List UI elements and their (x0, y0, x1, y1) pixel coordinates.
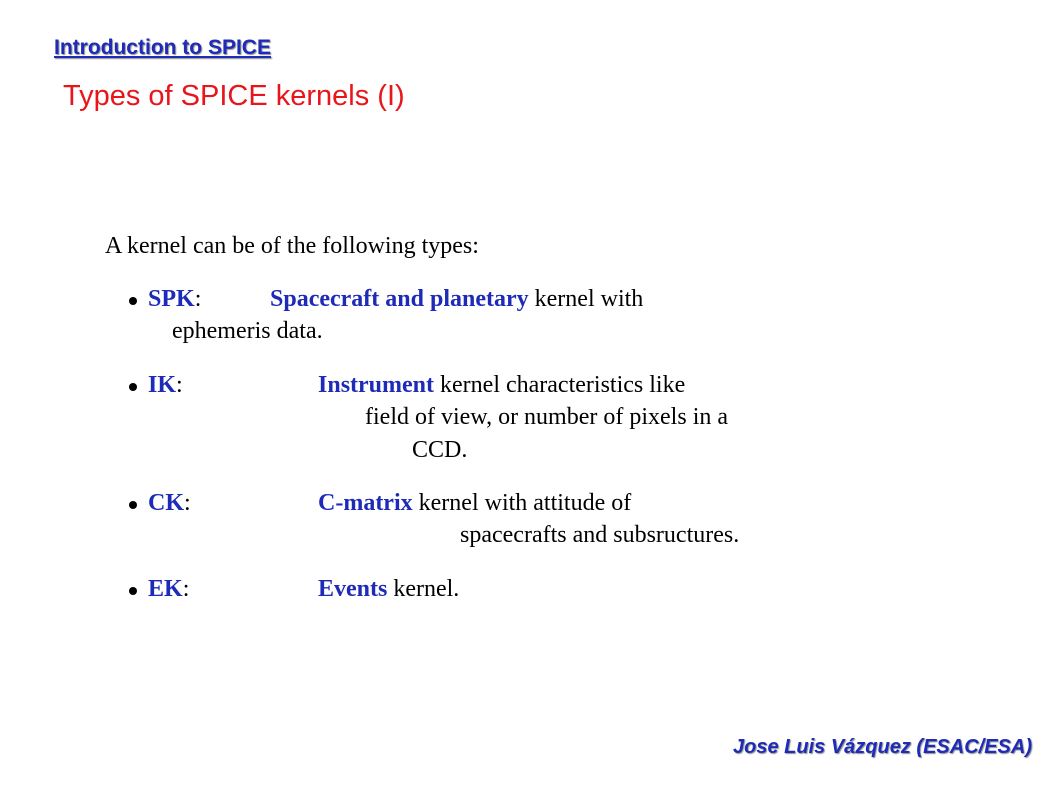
item-colon: : (182, 576, 190, 602)
item-term: Events (318, 576, 388, 602)
intro-text: A kernel can be of the following types: (105, 233, 479, 259)
item-colon: : (184, 490, 191, 516)
list-item-ek (148, 576, 189, 603)
bullet-icon (129, 587, 137, 595)
list-item-spk (148, 286, 201, 313)
author-footer: Jose Luis Vázquez (ESAC/ESA) (733, 736, 1032, 758)
bullet-icon (129, 383, 137, 391)
bullet-icon (129, 297, 137, 305)
item-description-line (318, 372, 685, 399)
item-continuation: spacecrafts and subsructures. (460, 522, 740, 548)
item-desc: kernel. (387, 576, 460, 602)
item-term: Spacecraft and planetary (270, 286, 529, 312)
section-heading: Introduction to SPICE (54, 36, 271, 59)
item-description-line (318, 490, 631, 517)
item-term: C-matrix (318, 490, 413, 516)
item-description-line (270, 286, 643, 313)
item-abbr: EK (148, 576, 183, 602)
item-abbr: CK (148, 490, 184, 516)
item-abbr: SPK (148, 286, 195, 312)
slide-title: Types of SPICE kernels (I) (63, 80, 405, 112)
list-item-ck (148, 490, 191, 517)
item-desc: kernel with attitude of (412, 490, 632, 516)
item-term: Instrument (318, 372, 435, 398)
list-item-ik (148, 372, 183, 399)
item-desc: kernel with (528, 286, 644, 312)
item-abbr: IK (148, 372, 177, 398)
bullet-icon (129, 501, 137, 509)
item-continuation: ephemeris data. (172, 318, 323, 344)
item-continuation: CCD. (412, 437, 468, 463)
item-continuation: field of view, or number of pixels in a (365, 404, 729, 430)
item-description-line (318, 576, 459, 603)
item-colon: : (194, 286, 202, 312)
item-colon: : (176, 372, 183, 398)
item-desc: kernel characteristics like (434, 372, 686, 398)
